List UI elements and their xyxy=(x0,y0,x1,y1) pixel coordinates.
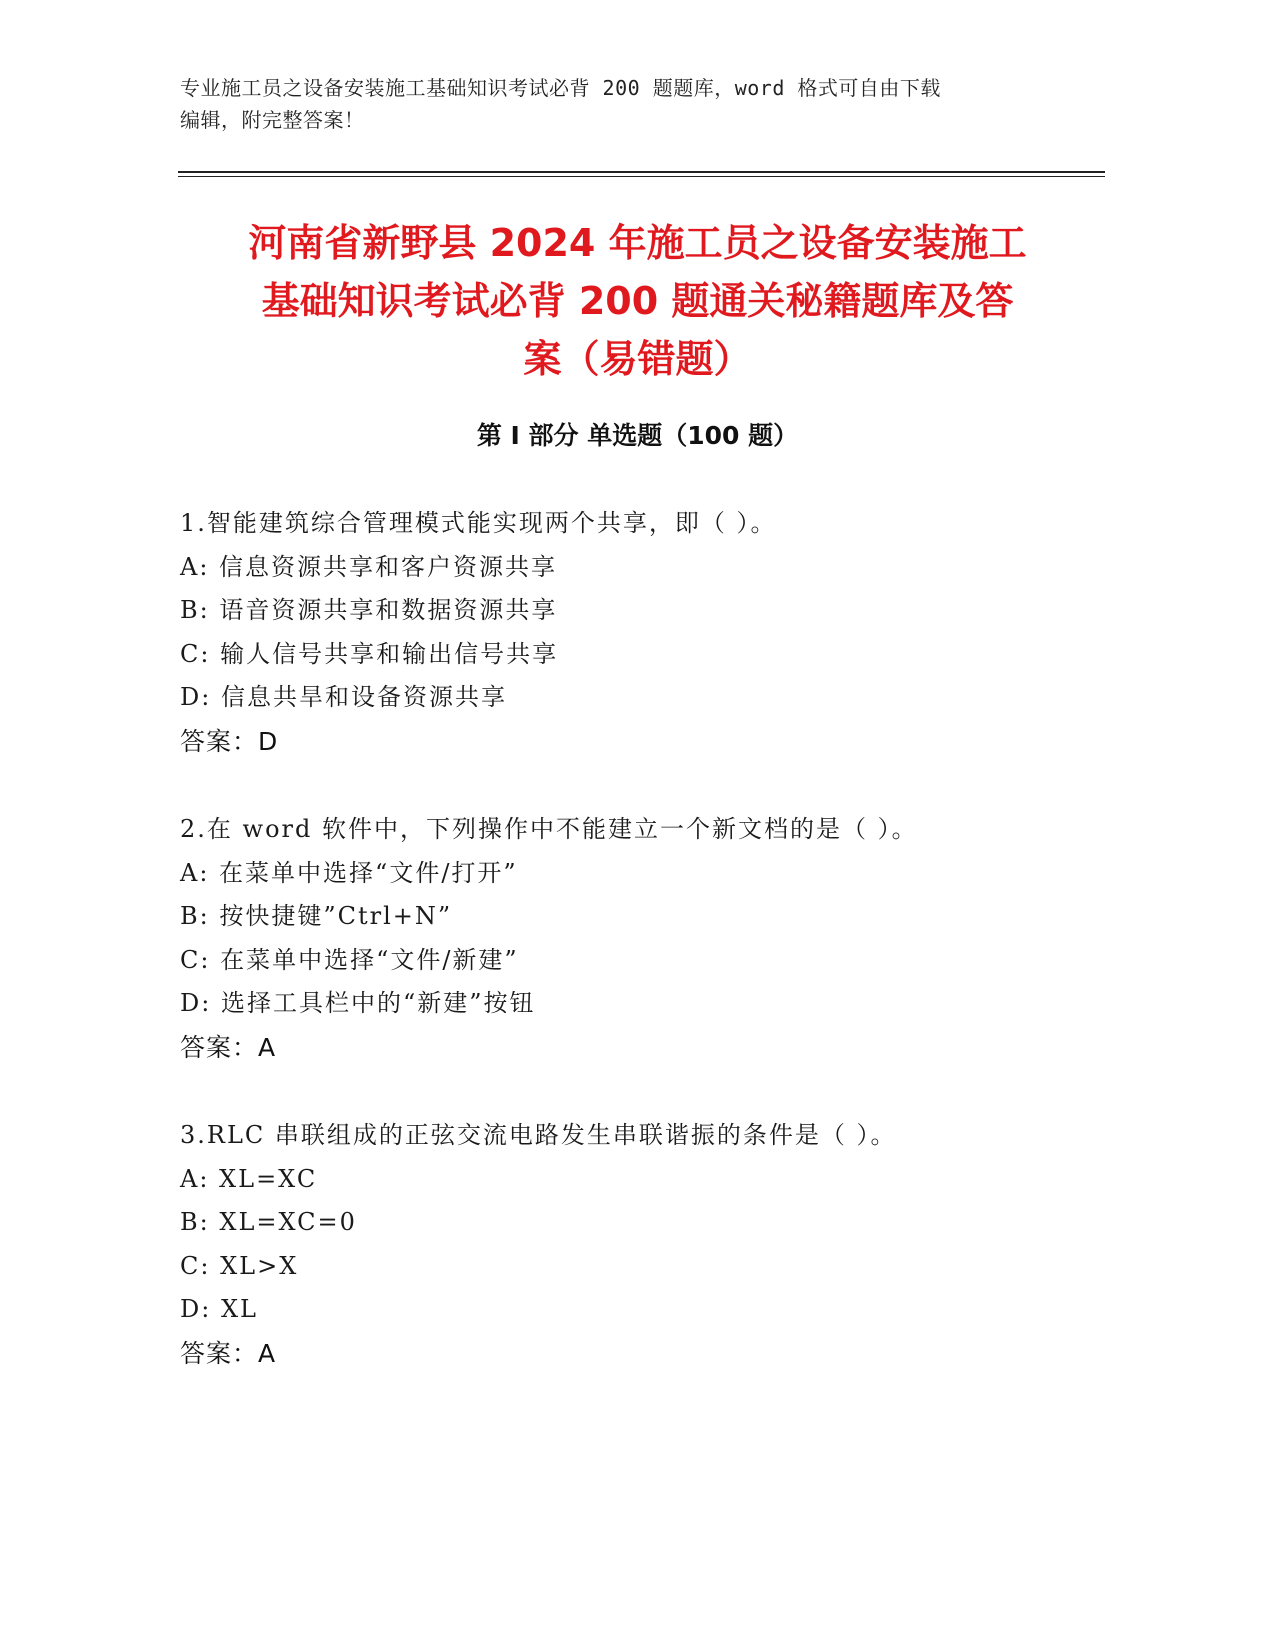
option-a: A: XL=XC xyxy=(180,1164,318,1193)
title-line-3: 案（易错题） xyxy=(523,337,752,381)
question-block xyxy=(180,808,1100,1069)
option-c: C: XL>X xyxy=(180,1251,299,1280)
question-block xyxy=(180,502,1100,763)
option-d: D: XL xyxy=(180,1295,258,1323)
option-c: C: 输人信号共享和输出信号共享 xyxy=(180,639,559,668)
answer: 答案：D xyxy=(180,726,279,756)
document-title xyxy=(150,214,1125,388)
title-line-2: 基础知识考试必背 200 题通关秘籍题库及答 xyxy=(261,279,1014,323)
header-divider-thick xyxy=(178,171,1105,173)
header-divider-thin xyxy=(178,176,1105,177)
question-stem: 1.智能建筑综合管理模式能实现两个共享，即（ ）。 xyxy=(180,509,777,537)
title-line-1: 河南省新野县 2024 年施工员之设备安装施工 xyxy=(248,221,1027,265)
option-b: B: 按快捷键”Ctrl+N” xyxy=(180,902,453,930)
option-a: A: 信息资源共享和客户资源共享 xyxy=(180,552,558,581)
header-note-line-1: 专业施工员之设备安装施工基础知识考试必背 200 题题库，word 格式可自由下载 xyxy=(180,76,941,100)
option-c: C: 在菜单中选择“文件/新建” xyxy=(180,945,519,974)
header-note xyxy=(180,72,1040,136)
option-b: B: XL=XC=0 xyxy=(180,1208,357,1236)
question-stem: 3.RLC 串联组成的正弦交流电路发生串联谐振的条件是（ ）。 xyxy=(180,1121,897,1149)
question-stem: 2.在 word 软件中，下列操作中不能建立一个新文档的是（ ）。 xyxy=(180,815,918,843)
header-note-line-2: 编辑，附完整答案！ xyxy=(180,108,365,132)
option-d: D: 信息共旱和设备资源共享 xyxy=(180,683,507,711)
question-block xyxy=(180,1114,1100,1375)
option-a: A: 在菜单中选择“文件/打开” xyxy=(180,858,518,887)
option-b: B: 语音资源共享和数据资源共享 xyxy=(180,596,558,624)
section-heading: 第 I 部分 单选题（100 题） xyxy=(476,421,799,450)
answer: 答案：A xyxy=(180,1338,277,1368)
answer: 答案：A xyxy=(180,1032,277,1062)
option-d: D: 选择工具栏中的“新建”按钮 xyxy=(180,989,536,1017)
